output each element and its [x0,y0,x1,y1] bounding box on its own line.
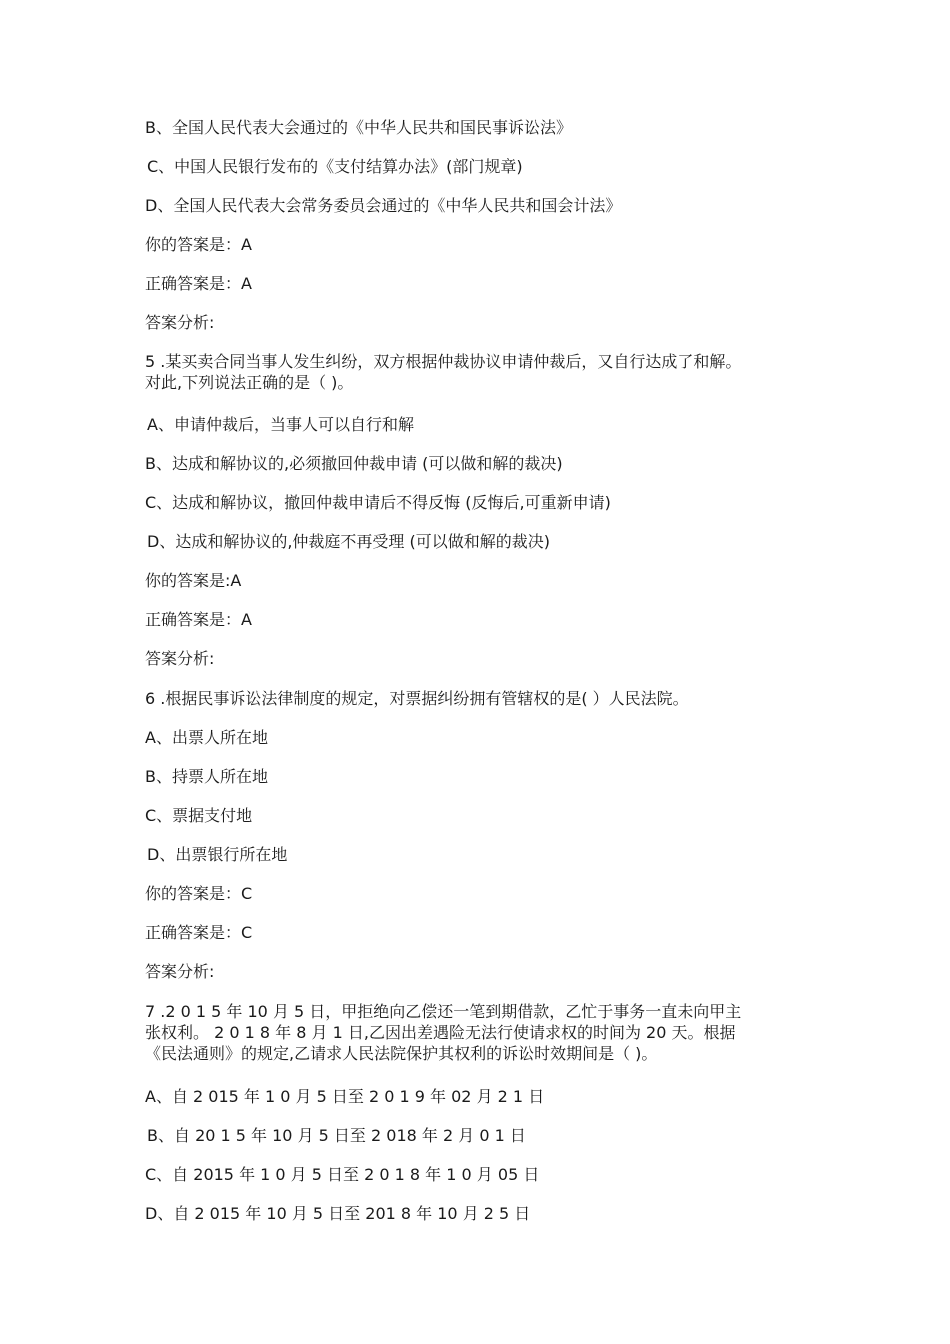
question-7 [145,1001,805,1064]
option-c-q5: C、达成和解协议，撤回仲裁申请后不得反悔 (反悔后,可重新申请) [145,493,611,512]
option-a-q7: A、自 2 015 年 1 0 月 5 日至 2 0 1 9 年 02 月 2 1 日 [145,1087,545,1106]
question-5-line-2: 对此,下列说法正确的是（ )。 [145,373,354,392]
correct-answer-q4: 正确答案是：A [145,274,252,293]
option-b-q7: B、自 20 1 5 年 10 月 5 日至 2 018 年 2 月 0 1 日 [147,1126,526,1145]
correct-answer-q6: 正确答案是：C [145,923,253,942]
option-d-q5: D、达成和解协议的,仲裁庭不再受理 (可以做和解的裁决) [147,532,550,551]
answer-analysis-q5: 答案分析: [145,649,215,668]
option-b-q4: B、全国人民代表大会通过的《中华人民共和国民事诉讼法》 [145,118,572,137]
option-b-q6: B、持票人所在地 [145,767,268,786]
answer-analysis-q6: 答案分析: [145,962,215,981]
option-d-q6: D、出票银行所在地 [147,845,288,864]
question-7-line-2: 张权利。 2 0 1 8 年 8 月 1 日,乙因出差遇险无法行使请求权的时间为 20 天。根据 [145,1023,736,1042]
answer-analysis-q4: 答案分析: [145,313,215,332]
option-a-q5: A、申请仲裁后，当事人可以自行和解 [147,415,414,434]
question-5-line-1: 5 .某买卖合同当事人发生纠纷，双方根据仲裁协议申请仲裁后，又自行达成了和解。 [145,352,742,371]
option-c-q7: C、自 2015 年 1 0 月 5 日至 2 0 1 8 年 1 0 月 05 日 [145,1165,540,1184]
your-answer-q6: 你的答案是：C [145,884,253,903]
your-answer-q5: 你的答案是:A [145,571,242,590]
question-7-line-3: 《民法通则》的规定,乙请求人民法院保护其权利的诉讼时效期间是（ )。 [145,1044,658,1063]
option-d-q7: D、自 2 015 年 10 月 5 日至 201 8 年 10 月 2 5 日 [145,1204,531,1223]
correct-answer-q5: 正确答案是：A [145,610,252,629]
question-7-line-1: 7 .2 0 1 5 年 10 月 5 日，甲拒绝向乙偿还一笔到期借款，乙忙于事务一直未向甲主 [145,1002,742,1021]
your-answer-q4: 你的答案是：A [145,235,252,254]
option-b-q5: B、达成和解协议的,必须撤回仲裁申请 (可以做和解的裁决) [145,454,563,473]
question-6: 6 .根据民事诉讼法律制度的规定，对票据纠纷拥有管辖权的是( ）人民法院。 [145,689,689,708]
option-d-q4: D、全国人民代表大会常务委员会通过的《中华人民共和国会计法》 [145,196,622,215]
option-a-q6: A、出票人所在地 [145,728,268,747]
option-c-q6: C、票据支付地 [145,806,253,825]
question-5 [145,351,805,393]
option-c-q4: C、中国人民银行发布的《支付结算办法》(部门规章) [147,157,523,176]
